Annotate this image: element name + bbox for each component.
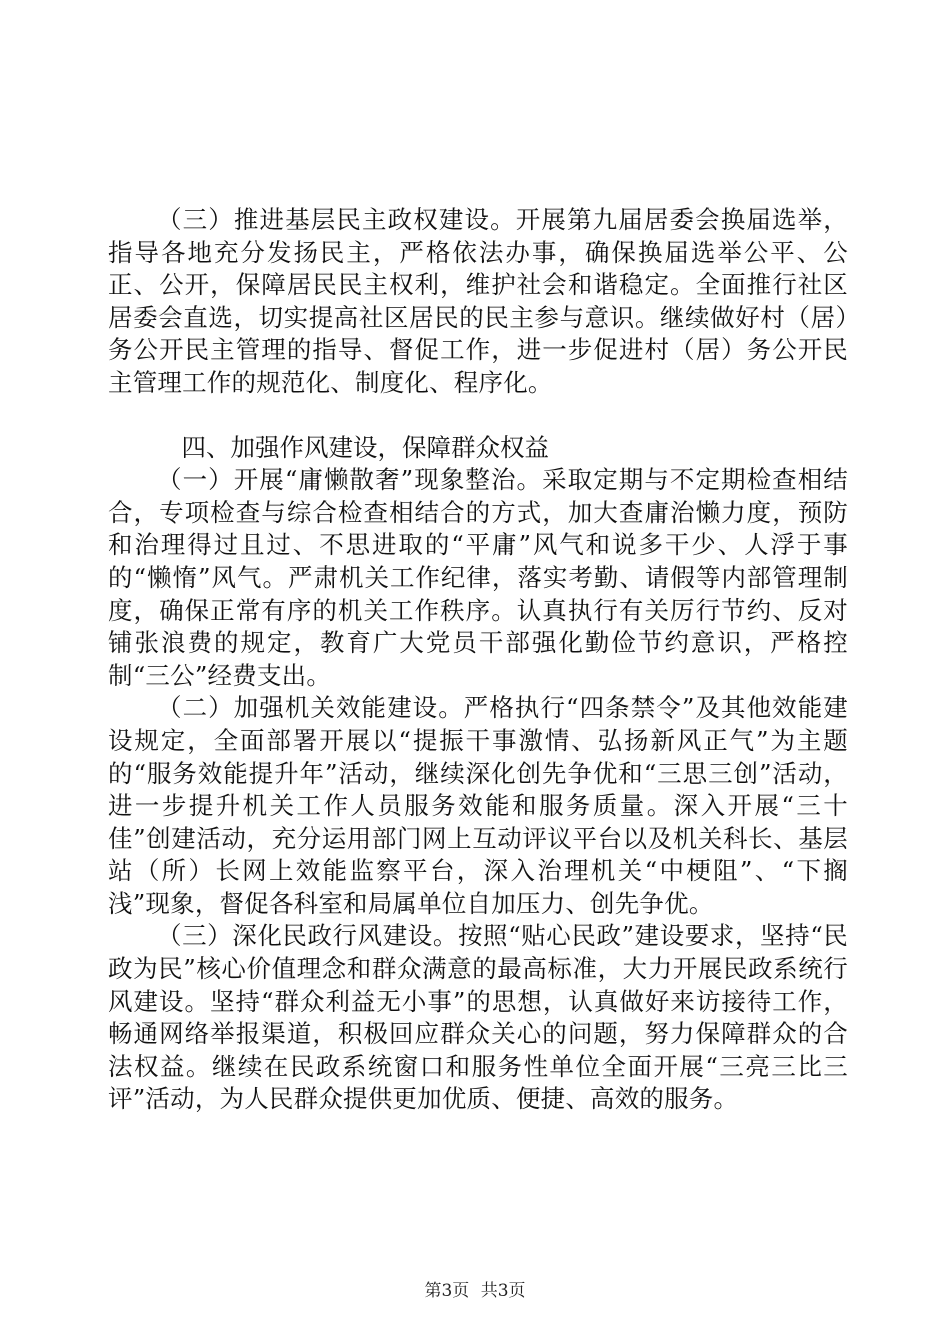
paragraph-grassroots-democracy: （三）推进基层民主政权建设。开展第九届居委会换届选举，指导各地充分发扬民主，严格依法办事，确保换届选举公平、公正、公开，保障居民民主权利，维护社会和谐稳定。全面推行社区居委会直选，切实提高社区居民的民主参与意识。继续做好村（居）务公开民主管理的指导、督促工作，进一步促进村（居）务公开民主管理工作的规范化、制度化、程序化。 bbox=[108, 205, 848, 397]
document-body bbox=[108, 204, 848, 1116]
paragraph-efficiency: （二）加强机关效能建设。严格执行“四条禁令”及其他效能建设规定，全面部署开展以“提振干事激情、弘扬新风正气”为主题的“服务效能提升年”活动，继续深化创先争优和“三思三创”活动，进一步提升机关工作人员服务效能和服务质量。深入开展“三十佳”创建活动，充分运用部门网上互动评议平台以及机关科长、基层站（所）长网上效能监察平台，深入治理机关“中梗阻”、“下搁浅”现象，督促各科室和局属单位自加压力、创先争优。 bbox=[108, 693, 848, 918]
page-footer bbox=[0, 1276, 950, 1301]
section-heading-four: 四、加强作风建设，保障群众权益 bbox=[181, 432, 549, 462]
page-number-current: 第3页 bbox=[424, 1281, 470, 1301]
page-number-total: 共3页 bbox=[480, 1281, 526, 1301]
paragraph-conduct: （三）深化民政行风建设。按照“贴心民政”建设要求，坚持“民政为民”核心价值理念和群众满意的最高标准，大力开展民政系统行风建设。坚持“群众利益无小事”的思想，认真做好来访接待工作，畅通网络举报渠道，积极回应群众关心的问题，努力保障群众的合法权益。继续在民政系统窗口和服务性单位全面开展“三亮三比三评”活动，为人民群众提供更加优质、便捷、高效的服务。 bbox=[108, 921, 848, 1114]
paragraph-rectification: （一）开展“庸懒散奢”现象整治。采取定期与不定期检查相结合，专项检查与综合检查相结合的方式，加大查庸治懒力度，预防和治理得过且过、不思进取的“平庸”风气和说多干少、人浮于事的“懒惰”风气。严肃机关工作纪律，落实考勤、请假等内部管理制度，确保正常有序的机关工作秩序。认真执行有关厉行节约、反对铺张浪费的规定，教育广大党员干部强化勤俭节约意识，严格控制“三公”经费支出。 bbox=[108, 465, 848, 690]
